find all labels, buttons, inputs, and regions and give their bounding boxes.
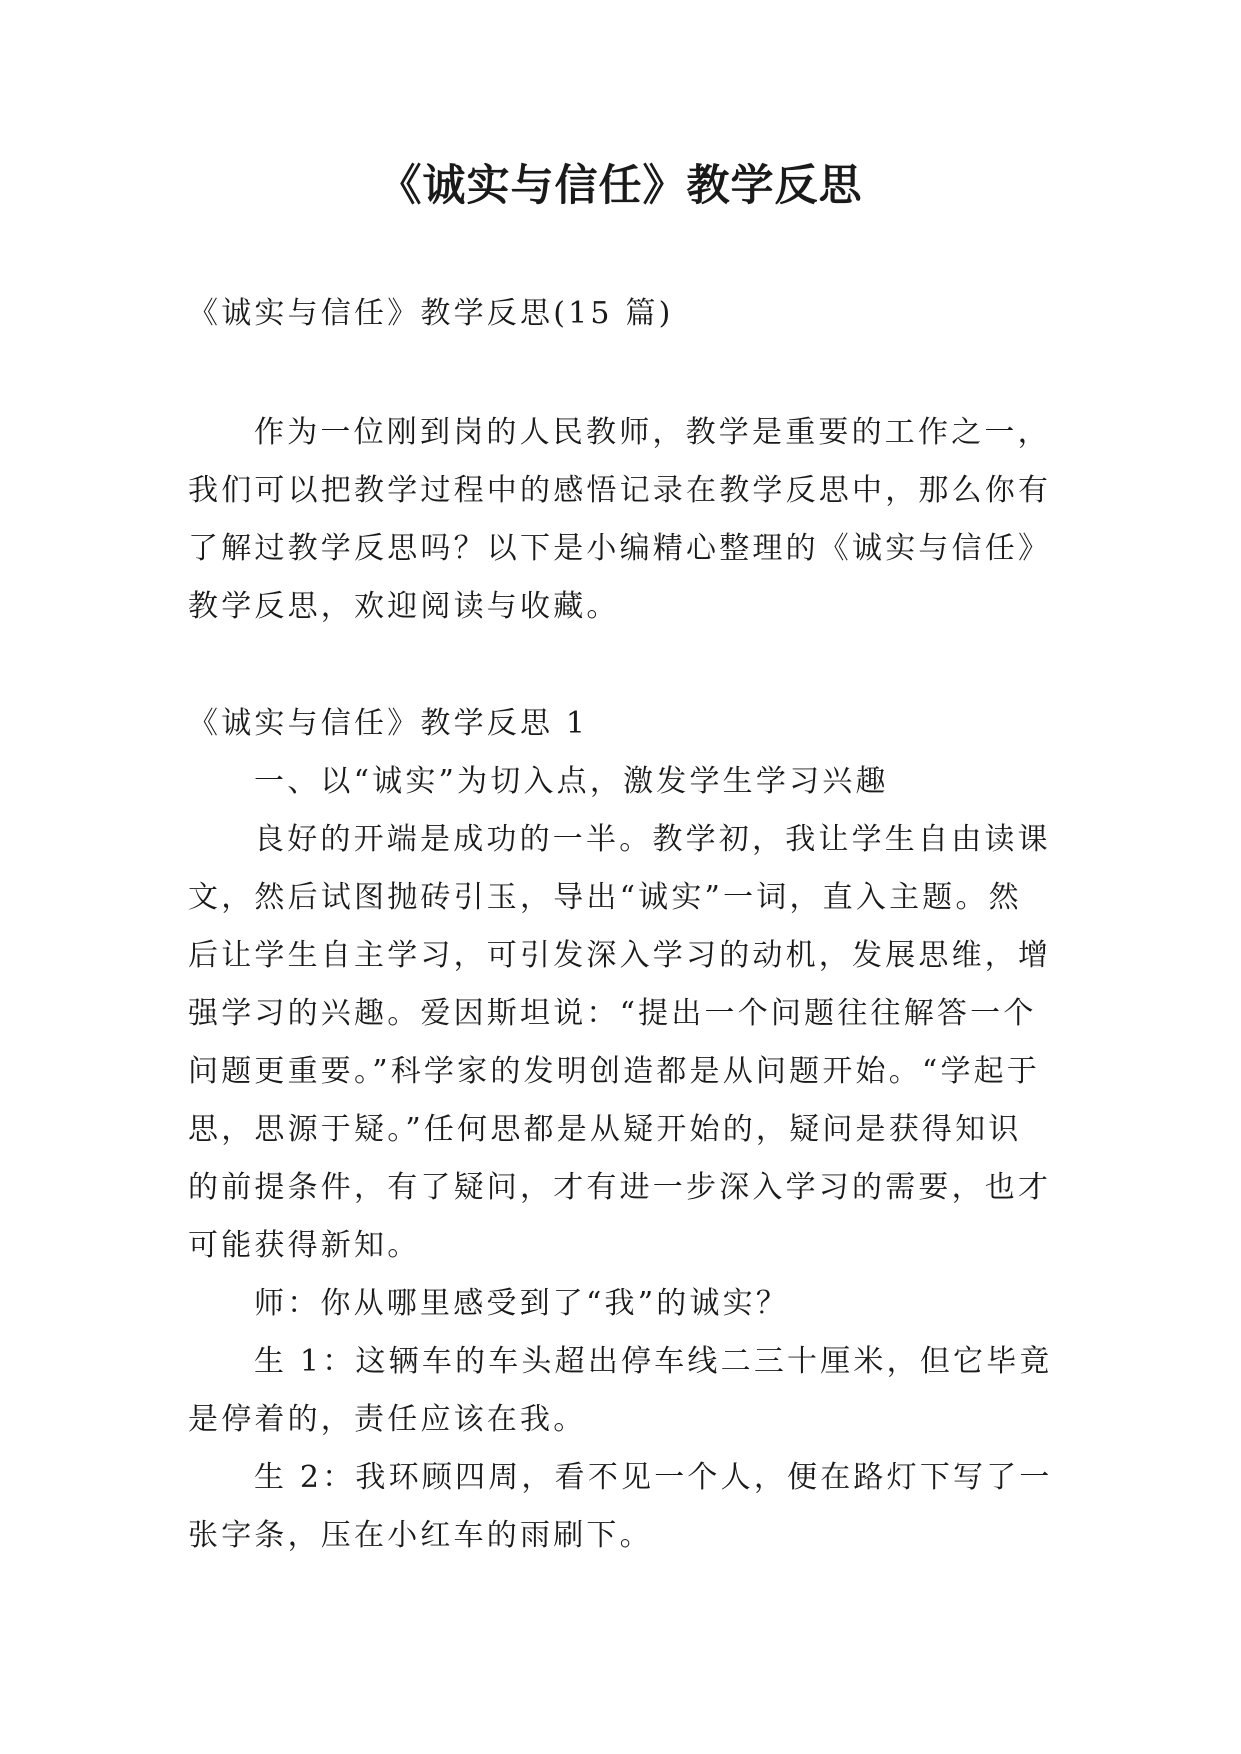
- section-1: [188, 695, 1068, 1565]
- intro-line: 作为一位刚到岗的人民教师，教学是重要的工作之一，: [254, 415, 1051, 450]
- intro-line: 教学反思，欢迎阅读与收藏。: [188, 589, 620, 624]
- paragraph-line: 良好的开端是成功的一半。教学初，我让学生自由读课: [254, 822, 1051, 857]
- intro-line: 我们可以把教学过程中的感悟记录在教学反思中，那么你有: [188, 473, 1052, 508]
- paragraph-line: 问题更重要。”科学家的发明创造都是从问题开始。“学起于: [188, 1054, 1041, 1089]
- paragraph-line: 文，然后试图抛砖引玉，导出“诚实”一词，直入主题。然: [188, 880, 1022, 915]
- student-answer-line: 生 1：这辆车的车头超出停车线二三十厘米，但它毕竟: [254, 1344, 1053, 1379]
- section-heading: 《诚实与信任》教学反思 1: [188, 706, 589, 741]
- student-answer-line: 生 2：我环顾四周，看不见一个人，便在路灯下写了一: [254, 1460, 1053, 1495]
- paragraph-line: 的前提条件，有了疑问，才有进一步深入学习的需要，也才: [188, 1170, 1052, 1205]
- document-subtitle: 《诚实与信任》教学反思(15 篇): [188, 296, 674, 331]
- document-title: 《诚实与信任》教学反思: [378, 161, 863, 211]
- paragraph-line: 思，思源于疑。”任何思都是从疑开始的，疑问是获得知识: [188, 1112, 1022, 1147]
- paragraph-line: 可能获得新知。: [188, 1228, 421, 1263]
- point-heading: 一、以“诚实”为切入点，激发学生学习兴趣: [254, 764, 889, 799]
- teacher-question: 师：你从哪里感受到了“我”的诚实？: [254, 1286, 790, 1321]
- student-answer-line: 是停着的，责任应该在我。: [188, 1402, 587, 1437]
- intro-paragraph: [188, 404, 1068, 636]
- paragraph-line: 强学习的兴趣。爱因斯坦说：“提出一个问题往往解答一个: [188, 996, 1037, 1031]
- intro-line: 了解过教学反思吗？以下是小编精心整理的《诚实与信任》: [188, 531, 1052, 566]
- student-answer-line: 张字条，压在小红车的雨刷下。: [188, 1518, 653, 1553]
- paragraph-line: 后让学生自主学习，可引发深入学习的动机，发展思维，增: [188, 938, 1052, 973]
